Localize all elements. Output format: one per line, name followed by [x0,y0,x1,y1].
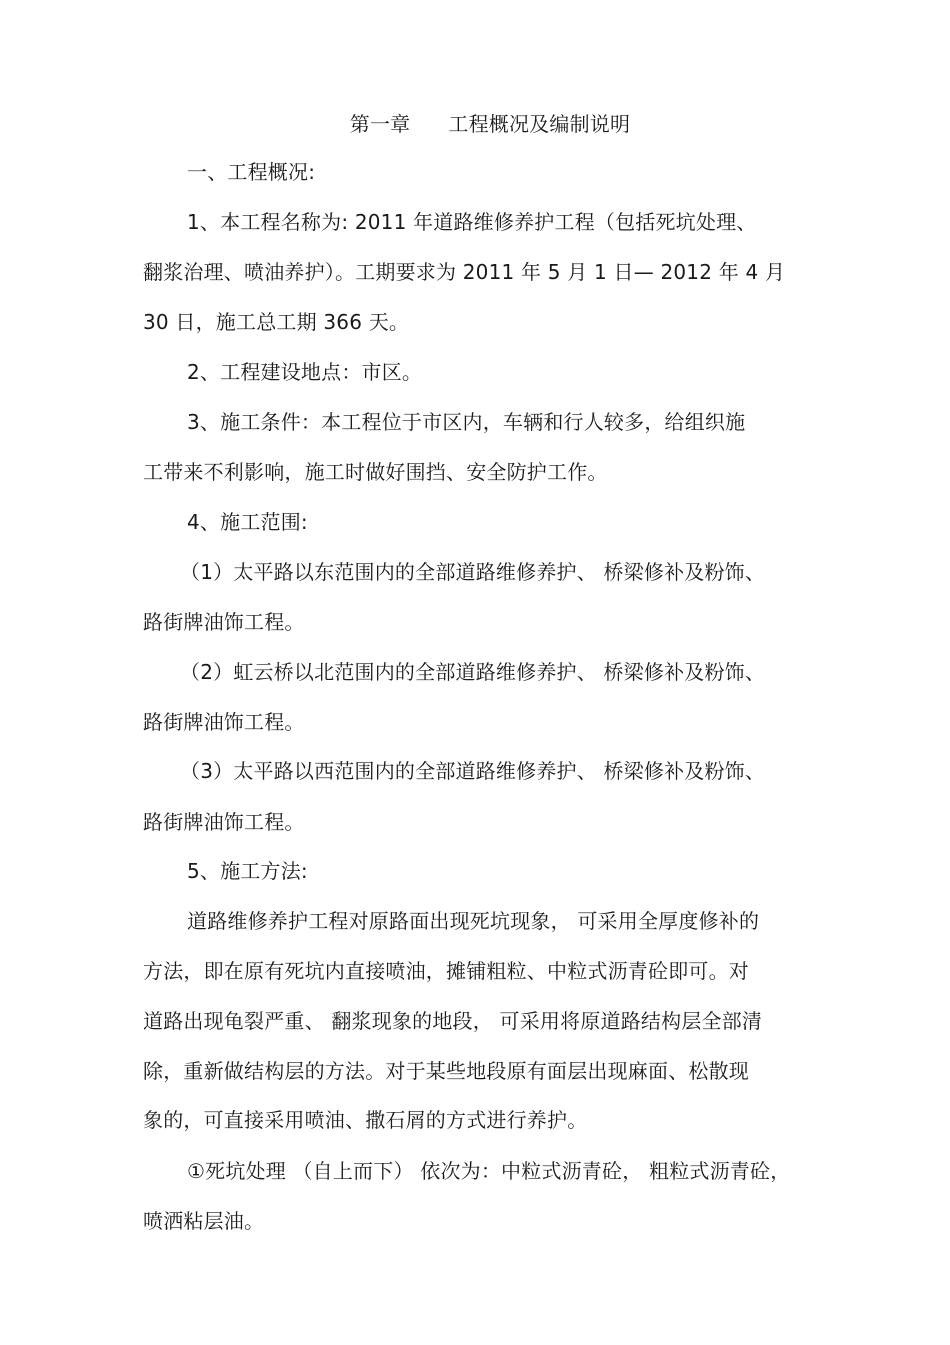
method-line-4: 除，重新做结构层的方法。对于某些地段原有面层出现麻面、松散现 [143,1059,749,1083]
item-3-line-2: 工带来不利影响，施工时做好围挡、安全防护工作。 [143,460,608,484]
method-line-5: 象的，可直接采用喷油、撒石屑的方式进行养护。 [143,1108,588,1132]
item-1-line-3: 30 日，施工总工期 366 天。 [143,310,410,334]
scope-3-line-1: （3）太平路以西范围内的全部道路维修养护、 桥梁修补及粉饰、 [180,759,766,783]
scope-2-line-1: （2）虹云桥以北范围内的全部道路维修养护、 桥梁修补及粉饰、 [180,660,766,684]
item-3-line-1: 3、施工条件：本工程位于市区内，车辆和行人较多，给组织施 [187,410,746,434]
scope-1-line-1: （1）太平路以东范围内的全部道路维修养护、 桥梁修补及粉饰、 [180,560,766,584]
scope-1-line-2: 路街牌油饰工程。 [143,610,305,634]
method-item-1-line-1: ①死坑处理 （自上而下） 依次为：中粒式沥青砼， 粗粒式沥青砼， [187,1159,791,1183]
chapter-number: 第一章 [349,112,411,136]
scope-2-line-2: 路街牌油饰工程。 [143,710,305,734]
item-1-line-1: 1、本工程名称为: 2011 年道路维修养护工程（包括死坑处理、 [187,210,757,234]
method-item-1-line-2: 喷洒粘层油。 [143,1209,265,1233]
item-1-line-2: 翻浆治理、喷油养护）。工期要求为 2011 年 5 月 1 日— 2012 年 4 月 [143,260,786,284]
item-2: 2、工程建设地点：市区。 [187,360,423,384]
item-4-heading: 4、施工范围: [187,510,308,534]
method-line-2: 方法，即在原有死坑内直接喷油，摊铺粗粒、中粒式沥青砼即可。对 [143,959,749,983]
chapter-name: 工程概况及编制说明 [448,112,631,136]
chapter-title [0,110,950,138]
method-line-3: 道路出现龟裂严重、 翻浆现象的地段， 可采用将原道路结构层全部清 [143,1009,763,1033]
scope-3-line-2: 路街牌油饰工程。 [143,810,305,834]
section-heading-overview: 一、工程概况: [187,160,316,184]
method-line-1: 道路维修养护工程对原路面出现死坑现象， 可采用全厚度修补的 [187,909,760,933]
item-5-heading: 5、施工方法: [187,859,308,883]
